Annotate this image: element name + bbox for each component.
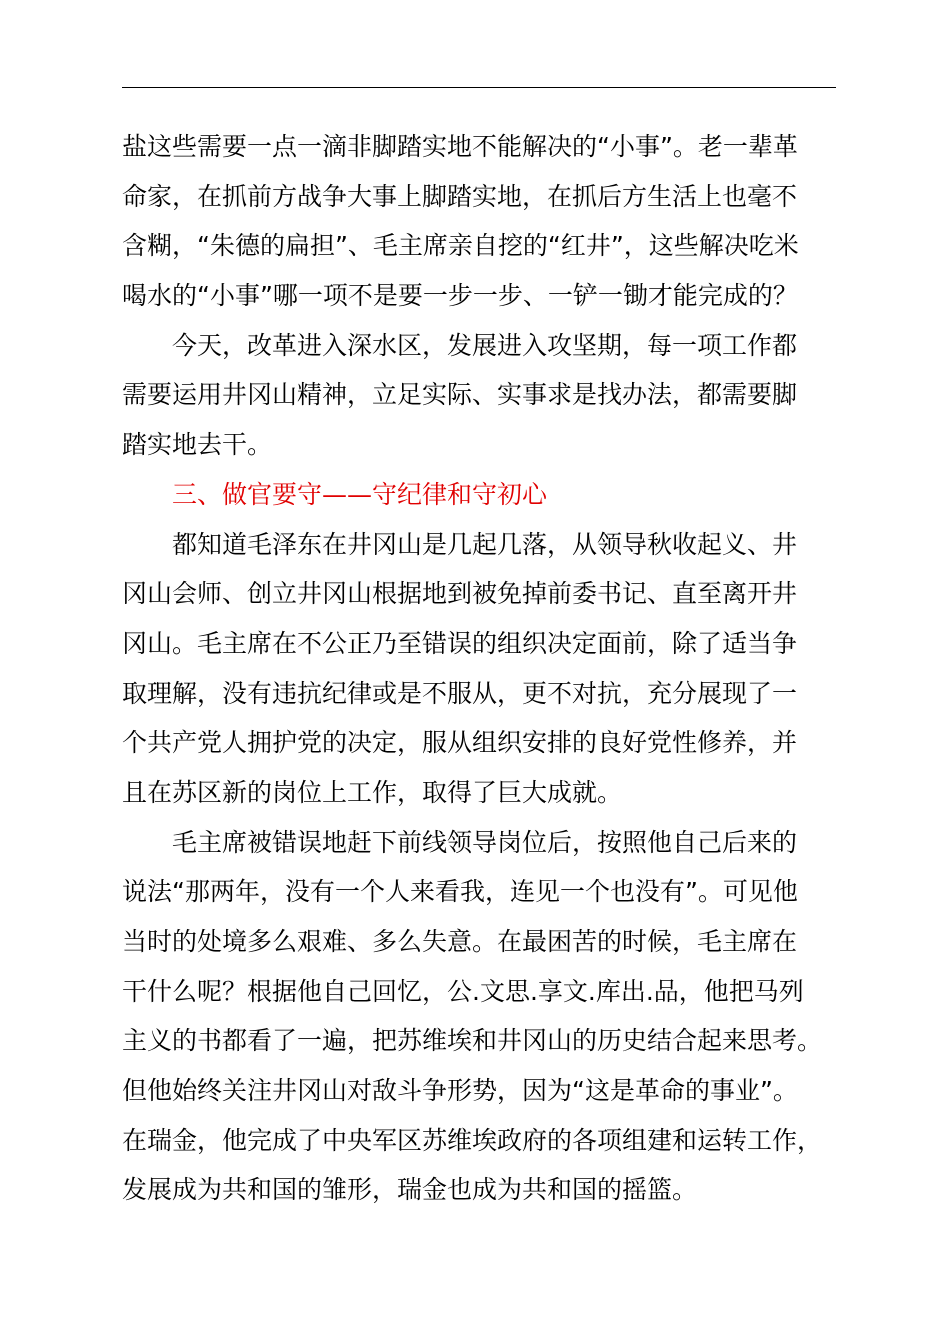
paragraph-start-line: 今天，改革进入深水区，发展进入攻坚期，每一项工作都	[172, 330, 798, 360]
section-heading: 三、做官要守——守纪律和守初心	[172, 479, 548, 509]
text-line: 在瑞金，他完成了中央军区苏维埃政府的各项组建和运转工作，	[122, 1125, 823, 1155]
text-line: 含糊，“朱德的扁担”、毛主席亲自挖的“红井”，这些解决吃米	[122, 231, 799, 261]
text-line: 冈山。毛主席在不公正乃至错误的组织决定面前，除了适当争	[122, 628, 798, 658]
text-line: 喝水的“小事”哪一项不是要一步一步、一铲一锄才能完成的？	[122, 281, 798, 311]
paragraph-start-line: 都知道毛泽东在井冈山是几起几落，从领导秋收起义、井	[172, 529, 798, 559]
text-line: 冈山会师、创立井冈山根据地到被免掉前委书记、直至离开井	[122, 579, 798, 609]
text-line: 干什么呢？根据他自己回忆，公.文思.享文.库出.品，他把马列	[122, 976, 804, 1006]
text-line: 发展成为共和国的雏形，瑞金也成为共和国的摇篮。	[122, 1175, 698, 1205]
text-line: 但他始终关注井冈山对敌斗争形势，因为“这是革命的事业”。	[122, 1076, 798, 1106]
text-line: 需要运用井冈山精神，立足实际、实事求是找办法，都需要脚	[122, 380, 798, 410]
text-line: 说法“那两年，没有一个人来看我，连见一个也没有”。可见他	[122, 877, 798, 907]
document-body	[122, 122, 842, 1215]
text-line: 命家，在抓前方战争大事上脚踏实地，在抓后方生活上也毫不	[122, 181, 798, 211]
text-line: 且在苏区新的岗位上工作，取得了巨大成就。	[122, 777, 623, 807]
text-line: 主义的书都看了一遍，把苏维埃和井冈山的历史结合起来思考。	[122, 1026, 823, 1056]
paragraph-start-line: 毛主席被错误地赶下前线领导岗位后，按照他自己后来的	[172, 827, 798, 857]
header-rule	[122, 87, 836, 88]
text-line: 踏实地去干。	[122, 430, 273, 460]
text-line: 取理解，没有违抗纪律或是不服从，更不对抗，充分展现了一	[122, 678, 798, 708]
text-line: 个共产党人拥护党的决定，服从组织安排的良好党性修养，并	[122, 728, 798, 758]
text-line: 盐这些需要一点一滴非脚踏实地不能解决的“小事”。老一辈革	[122, 132, 798, 161]
text-line: 当时的处境多么艰难、多么失意。在最困苦的时候，毛主席在	[122, 927, 798, 956]
